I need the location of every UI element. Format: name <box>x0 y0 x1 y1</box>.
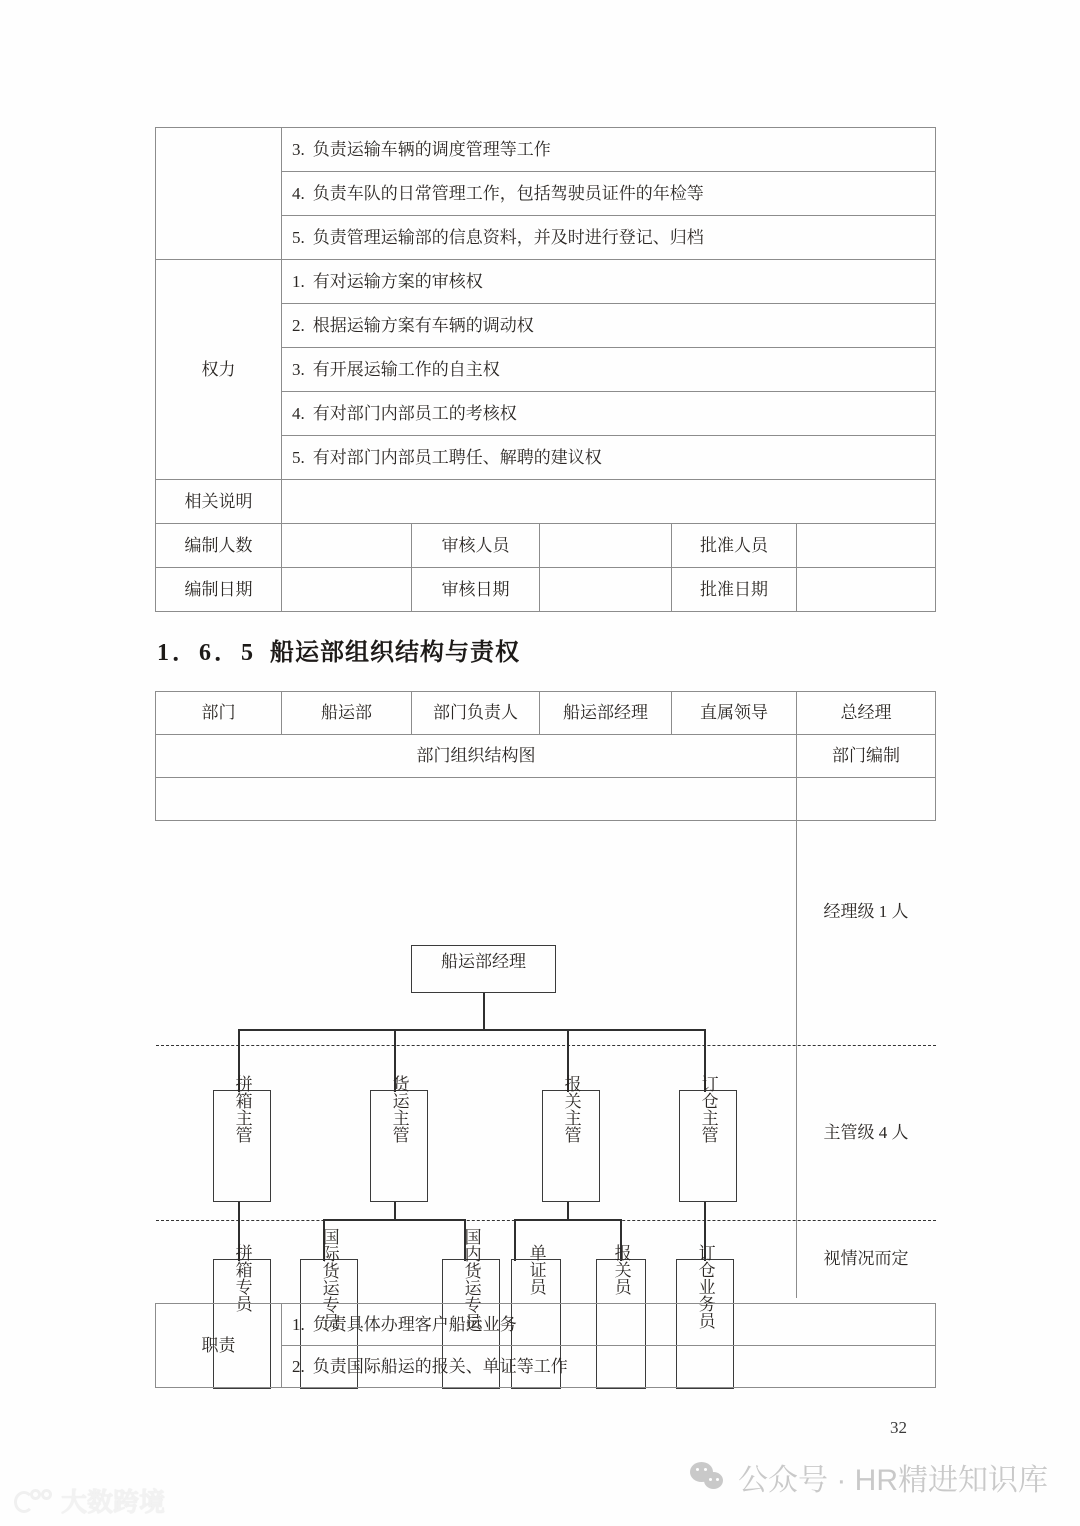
responsibilities-label: 职责 <box>156 1304 282 1388</box>
node-staff-1-label: 拼箱专员 <box>232 1244 252 1312</box>
connector-sup3-staff4 <box>514 1219 516 1261</box>
notes-value[interactable] <box>282 480 936 524</box>
staffing-caption: 部门编制 <box>797 735 936 778</box>
node-staff-4-label: 单证员 <box>526 1244 546 1295</box>
chart-caption: 部门组织结构图 <box>156 735 797 778</box>
table-row <box>156 778 936 821</box>
item-text: 负责国际船运的报关、单证等工作 <box>312 1356 568 1376</box>
dept-head-label: 部门负责人 <box>412 692 540 735</box>
table-row <box>156 260 936 304</box>
approve-date-label: 批准日期 <box>672 568 797 612</box>
node-staff-3-label: 国内货运专员 <box>461 1228 481 1330</box>
item-number: 2. <box>292 315 305 335</box>
section-heading <box>157 632 520 667</box>
node-supervisor-4-label: 订仓主管 <box>698 1075 718 1143</box>
brand-watermark <box>14 1482 165 1519</box>
responsibility-item <box>282 1304 936 1346</box>
review-date-value[interactable] <box>540 568 672 612</box>
staffing-level-manager: 经理级 1 人 <box>796 778 935 1045</box>
item-number: 1. <box>292 271 305 291</box>
duty-group-label <box>156 128 282 260</box>
item-text: 负责管理运输部的信息资料，并及时进行登记、归档 <box>312 227 704 247</box>
connector-sup2-bus <box>323 1219 465 1221</box>
direct-leader-label: 直属领导 <box>672 692 797 735</box>
approve-date-value[interactable] <box>797 568 936 612</box>
connector-sup3-bus <box>514 1219 621 1221</box>
duty-item <box>282 216 936 260</box>
item-text: 负责车队的日常管理工作，包括驾驶员证件的年检等 <box>312 183 704 203</box>
power-item <box>282 392 936 436</box>
dept-head-value: 船运部经理 <box>540 692 672 735</box>
power-item <box>282 260 936 304</box>
connector-sup3-stem <box>567 1202 569 1220</box>
item-text: 根据运输方案有车辆的调动权 <box>312 315 534 335</box>
duties-and-powers-table <box>155 127 936 612</box>
responsibilities-table <box>155 1303 936 1388</box>
draft-date-value[interactable] <box>282 568 412 612</box>
table-row <box>156 1304 936 1346</box>
node-supervisor-2 <box>370 1075 428 1202</box>
node-manager <box>411 945 556 993</box>
review-date-label: 审核日期 <box>412 568 540 612</box>
direct-leader-value: 总经理 <box>797 692 936 735</box>
reviewer-label: 审核人员 <box>412 524 540 568</box>
power-item <box>282 348 936 392</box>
node-staff-5-label: 报关员 <box>611 1244 631 1295</box>
headcount-label: 编制人数 <box>156 524 282 568</box>
item-number: 5. <box>292 227 305 247</box>
approver-value[interactable] <box>797 524 936 568</box>
node-manager-label: 船运部经理 <box>441 952 526 971</box>
item-text: 有对运输方案的审核权 <box>312 271 483 291</box>
item-number: 5. <box>292 447 305 467</box>
duty-item <box>282 172 936 216</box>
section-title: 船运部组织结构与责权 <box>270 640 520 666</box>
section-number: 1．6．5 <box>157 640 256 666</box>
responsibility-item <box>282 1346 936 1388</box>
connector-supervisor-bus <box>238 1029 704 1031</box>
table-row <box>156 692 936 735</box>
power-item <box>282 436 936 480</box>
node-supervisor-3 <box>542 1075 600 1202</box>
wechat-watermark <box>690 1455 1048 1499</box>
node-supervisor-3-label: 报关主管 <box>561 1075 581 1143</box>
brand-watermark-text: 大数跨境 <box>61 1487 166 1517</box>
node-supervisor-1-label: 拼箱主管 <box>232 1075 252 1143</box>
approver-label: 批准人员 <box>672 524 797 568</box>
table-row <box>156 568 936 612</box>
table-row <box>156 735 936 778</box>
page-number: 32 <box>890 1418 907 1437</box>
headcount-value[interactable] <box>282 524 412 568</box>
dept-value: 船运部 <box>282 692 412 735</box>
item-number: 3. <box>292 139 305 159</box>
item-text: 负责具体办理客户船运业务 <box>312 1314 517 1334</box>
node-supervisor-1 <box>213 1075 271 1202</box>
item-text: 负责运输车辆的调度管理等工作 <box>312 139 551 159</box>
item-number: 4. <box>292 403 305 423</box>
wechat-icon <box>690 1462 728 1492</box>
notes-label: 相关说明 <box>156 480 282 524</box>
table-row <box>156 524 936 568</box>
connector-manager-stem <box>483 993 485 1030</box>
item-text: 有对部门内部员工聘任、解聘的建议权 <box>312 447 602 467</box>
item-text: 有开展运输工作的自主权 <box>312 359 500 379</box>
duty-item <box>282 128 936 172</box>
power-group-label: 权力 <box>156 260 282 480</box>
node-staff-2-label: 国际货运专员 <box>319 1228 339 1330</box>
staffing-level-staff: 视情况而定 <box>796 1220 935 1298</box>
draft-date-label: 编制日期 <box>156 568 282 612</box>
staffing-level-supervisor: 主管级 4 人 <box>796 1045 935 1220</box>
item-number: 2. <box>292 1356 305 1376</box>
table-row <box>156 128 936 172</box>
item-text: 有对部门内部员工的考核权 <box>312 403 517 423</box>
wechat-watermark-text: 公众号 · HR精进知识库 <box>738 1464 1048 1497</box>
item-number: 3. <box>292 359 305 379</box>
power-item <box>282 304 936 348</box>
node-supervisor-2-label: 货运主管 <box>389 1075 409 1143</box>
reviewer-value[interactable] <box>540 524 672 568</box>
connector-sup2-stem <box>394 1202 396 1220</box>
node-supervisor-4 <box>679 1075 737 1202</box>
item-number: 4. <box>292 183 305 203</box>
item-number: 1. <box>292 1314 305 1334</box>
node-staff-6-label: 订仓业务员 <box>695 1244 715 1329</box>
dept-label: 部门 <box>156 692 282 735</box>
table-row <box>156 480 936 524</box>
brand-logo-icon <box>14 1488 54 1514</box>
